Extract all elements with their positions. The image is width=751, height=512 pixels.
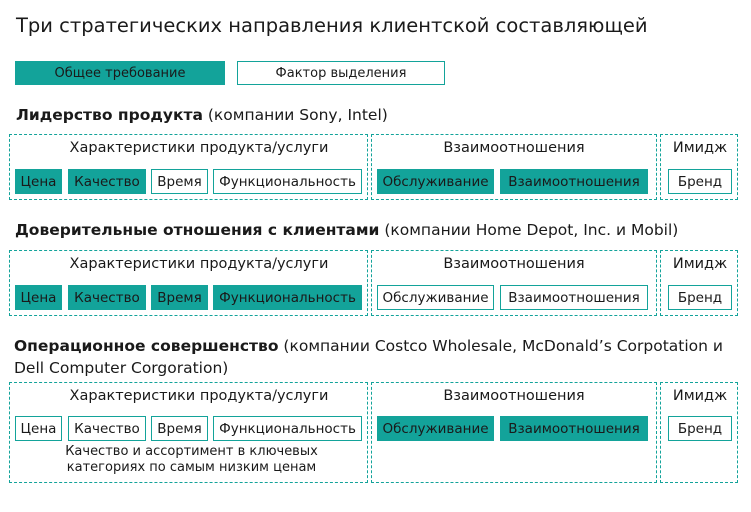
section-companies: (компании Sony, Intel) <box>202 106 388 124</box>
chip-brand: Бренд <box>668 416 732 441</box>
group-label-image: Имидж <box>672 140 728 156</box>
chip-price: Цена <box>15 169 62 194</box>
section-companies: (компании Home Depot, Inc. и Mobil) <box>379 221 679 239</box>
chip-functionality: Функциональность <box>213 169 362 194</box>
chip-time: Время <box>151 169 208 194</box>
section-name: Доверительные отношения с клиентами <box>15 221 380 239</box>
chip-functionality: Функциональность <box>213 285 362 310</box>
group-label-product: Характеристики продукта/услуги <box>69 388 329 404</box>
group-label-product: Характеристики продукта/услуги <box>69 140 329 156</box>
group-label-image: Имидж <box>672 256 728 272</box>
section-name: Лидерство продукта <box>16 106 203 124</box>
group-label-product: Характеристики продукта/услуги <box>69 256 329 272</box>
chip-service: Обслуживание <box>377 169 494 194</box>
chip-relations: Взаимоотношения <box>500 169 648 194</box>
chip-functionality: Функциональность <box>213 416 362 441</box>
section-heading-product-leadership <box>16 106 388 124</box>
chip-quality: Качество <box>68 169 146 194</box>
diagram-title: Три стратегических направления клиентской составляющей <box>16 14 648 37</box>
group-label-relations: Взаимоотношения <box>443 388 585 404</box>
chip-service: Обслуживание <box>377 285 494 310</box>
chip-price: Цена <box>15 416 62 441</box>
chip-relations: Взаимоотношения <box>500 285 648 310</box>
chip-quality: Качество <box>68 416 146 441</box>
group-label-image: Имидж <box>672 388 728 404</box>
chip-service: Обслуживание <box>377 416 494 441</box>
group-label-relations: Взаимоотношения <box>443 140 585 156</box>
chip-brand: Бренд <box>668 285 732 310</box>
chip-time: Время <box>151 416 208 441</box>
section-heading-operational-excellence <box>14 335 739 379</box>
section-companies: (компании Costco Wholesale, McDonald’s Corpotation и Dell Computer Corgoration) <box>14 337 723 377</box>
legend-common-requirement: Общее требование <box>15 61 225 85</box>
section-note: Качество и ассортимент в ключевых категориях по самым низким ценам <box>65 444 318 475</box>
chip-price: Цена <box>15 285 62 310</box>
legend-differentiator: Фактор выделения <box>237 61 445 85</box>
chip-relations: Взаимоотношения <box>500 416 648 441</box>
section-heading-customer-intimacy <box>15 221 678 239</box>
section-name: Операционное совершенство <box>14 337 279 355</box>
chip-quality: Качество <box>68 285 146 310</box>
group-label-relations: Взаимоотношения <box>443 256 585 272</box>
chip-time: Время <box>151 285 208 310</box>
chip-brand: Бренд <box>668 169 732 194</box>
